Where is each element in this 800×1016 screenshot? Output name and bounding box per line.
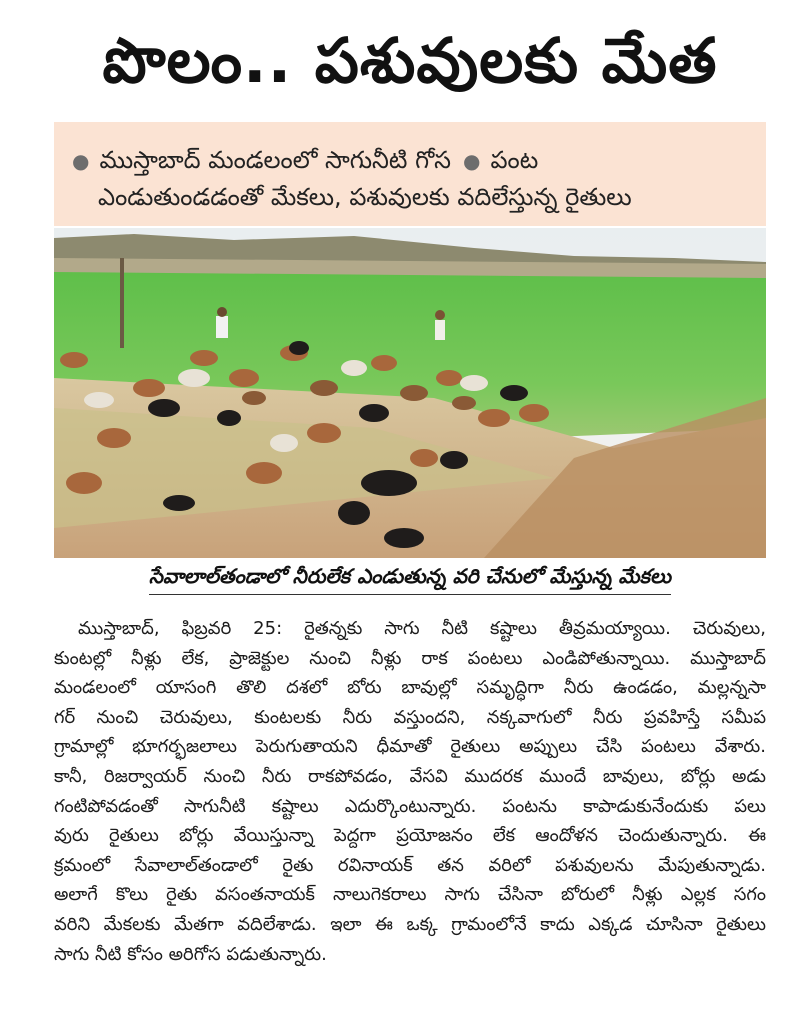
subhead-point-1: ముస్తాబాద్ మండలంలో సాగునీటి గోస xyxy=(99,146,452,174)
paddy-field-with-goats-photo xyxy=(54,228,766,558)
article-body xyxy=(54,614,766,969)
body-line: గ్రామాల్లో భూగర్భజలాలు పెరుగుతాయని ధీమాతో రైతులు అప్పులు చేసి పంటలు వేశారు. xyxy=(54,736,766,758)
subhead-point-2-end: ఎండుతుండడంతో మేకలు, పశువులకు వదిలేస్తున్న రైతులు xyxy=(98,183,632,211)
subhead-row-1 xyxy=(72,142,748,179)
body-line: వురు రైతులు బోర్లు వేయిస్తున్నా పెద్దగా ప్రయోజనం లేక ఆందోళన చెందుతున్నారు. ఈ xyxy=(54,825,766,847)
photo-caption xyxy=(54,562,766,596)
body-line: కుంటల్లో నీళ్లు లేక, ప్రాజెక్టుల నుంచి నీళ్లు రాక పంటలు ఎండిపోతున్నాయి. ముస్తాబాద్ xyxy=(54,647,766,669)
body-line: సాగు నీటి కోసం అరిగోస పడుతున్నారు. xyxy=(54,943,327,965)
bullet-icon: ● xyxy=(463,149,481,173)
body-line: గంటిపోవడంతో సాగునీటి కష్టాలు ఎదుర్కొంటున్నారు. పంటను కాపాడుకునేందుకు పలు xyxy=(54,795,766,817)
photo-caption-text: సేవాలాల్‌తండాలో నీరులేక ఎండుతున్న వరి చేనులో మేస్తున్న మేకలు xyxy=(149,564,671,595)
bullet-icon: ● xyxy=(72,149,90,173)
headline: పొలం.. పశువులకు మేత xyxy=(102,24,718,97)
subhead-row-2 xyxy=(72,179,748,215)
body-line: అలాగే కొలు రైతు వసంతనాయక్ నాలుగెకరాలు సాగు చేసినా బోరులో నీళ్లు ఎల్లక సగం xyxy=(54,884,766,906)
body-line: గర్ నుంచి చెరువులు, కుంటలకు నీరు వస్తుందని, నక్కవాగులో నీరు ప్రవహిస్తే సమీప xyxy=(54,706,766,728)
body-line: మండలంలో యాసంగి తొలి దశలో బోరు బావుల్లో సమృద్ధిగా నీరు ఉండడం, మల్లన్నసా xyxy=(54,677,766,699)
body-line: ముస్తాబాద్, ఫిబ్రవరి 25: రైతన్నకు సాగు నీటి కష్టాలు తీవ్రమయ్యాయి. చెరువులు, xyxy=(78,618,766,639)
body-line: కానీ, రిజర్వాయర్ నుంచి నీరు రాకపోవడం, వేసవి ముదరక ముందే బావులు, బోర్లు అడు xyxy=(54,765,766,787)
body-line: క్రమంలో సేవాలాల్‌తండాలో రైతు రవినాయక్ తన వరిలో పశువులను మేపుతున్నాడు. xyxy=(54,854,766,876)
subheadline-box xyxy=(54,122,766,226)
subhead-point-2-start: పంట xyxy=(490,146,539,174)
body-line: వరిని మేకలకు మేతగా వదిలేశాడు. ఇలా ఈ ఒక్క గ్రామంలోనే కాదు ఎక్కడ చూసినా రైతులు xyxy=(54,913,766,935)
news-photo xyxy=(54,228,766,558)
